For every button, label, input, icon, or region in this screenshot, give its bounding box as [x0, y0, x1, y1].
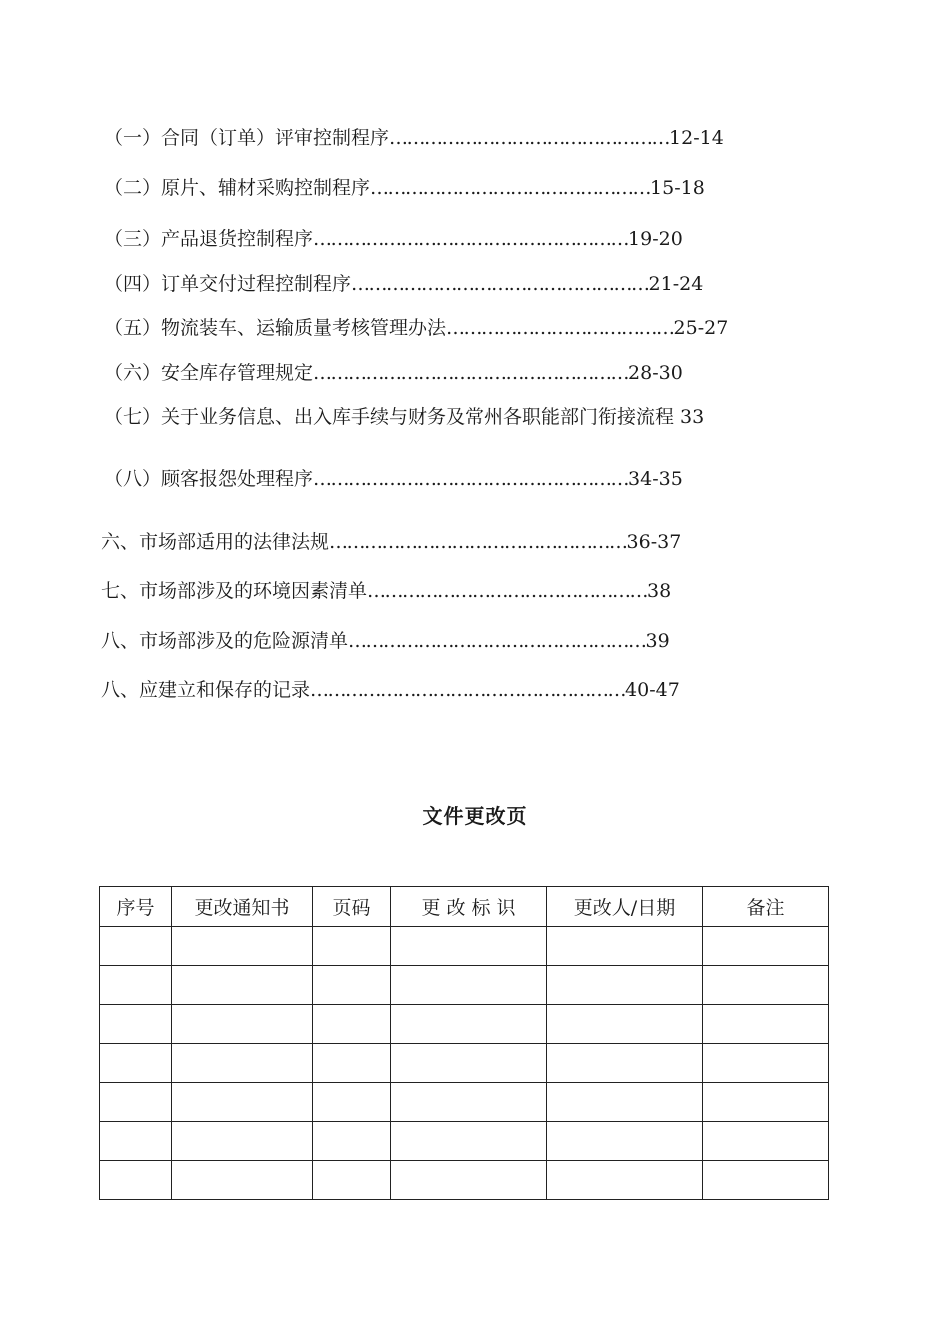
table-cell	[703, 1005, 829, 1044]
table-cell	[313, 966, 391, 1005]
table-cell	[547, 1005, 703, 1044]
change-table	[99, 886, 829, 1200]
toc-prefix: （四）订单交付过程控制程序	[104, 273, 352, 295]
toc-page: 15-18	[650, 177, 705, 199]
table-cell	[547, 1122, 703, 1161]
toc-dots: …………………………………………	[367, 580, 648, 602]
table-cell	[547, 966, 703, 1005]
table-cell	[100, 966, 172, 1005]
toc-dots: ……………………………………………	[348, 630, 646, 652]
toc-sub-6	[104, 358, 683, 388]
table-cell	[172, 1122, 313, 1161]
header-changer-date: 更改人/日期	[547, 887, 703, 927]
toc-sub-8	[104, 464, 683, 494]
table-cell	[100, 1005, 172, 1044]
table-row	[100, 966, 829, 1005]
toc-top-4	[101, 675, 680, 705]
table-cell	[391, 966, 547, 1005]
table-cell	[172, 1161, 313, 1200]
change-page-title: 文件更改页	[422, 804, 528, 828]
table-cell	[547, 1044, 703, 1083]
toc-sub-1	[104, 123, 724, 153]
table-cell	[100, 927, 172, 966]
table-cell	[100, 1083, 172, 1122]
table-cell	[391, 1083, 547, 1122]
header-mark: 更 改 标 识	[391, 887, 547, 927]
table-header-row	[100, 887, 829, 927]
toc-sub-2	[104, 173, 705, 203]
toc-prefix: 六、市场部适用的法律法规	[101, 531, 330, 553]
toc-dots: ………………………………………………	[310, 679, 626, 701]
toc-page: 19-20	[628, 228, 683, 250]
header-seq: 序号	[100, 887, 172, 927]
toc-dots: ……………………………………………	[329, 531, 627, 553]
table-row	[100, 1005, 829, 1044]
table-row	[100, 1161, 829, 1200]
toc-page: 40-47	[625, 679, 680, 701]
toc-sub-7	[104, 402, 704, 432]
toc-dots: ………………………………………………	[313, 362, 629, 384]
table-cell	[313, 927, 391, 966]
table-cell	[313, 1083, 391, 1122]
table-cell	[172, 1005, 313, 1044]
toc-prefix: 七、市场部涉及的环境因素清单	[101, 580, 368, 602]
table-cell	[313, 1122, 391, 1161]
toc-sub-5	[104, 313, 728, 343]
toc-prefix: （五）物流装车、运输质量考核管理办法	[104, 317, 447, 339]
table-cell	[547, 1161, 703, 1200]
toc-page: 25-27	[673, 317, 729, 339]
table-row	[100, 927, 829, 966]
table-cell	[391, 1044, 547, 1083]
table-cell	[703, 1122, 829, 1161]
header-notice: 更改通知书	[172, 887, 313, 927]
table-cell	[703, 966, 829, 1005]
toc-prefix: （六）安全库存管理规定	[104, 362, 314, 384]
table-cell	[313, 1161, 391, 1200]
toc-prefix: （八）顾客报怨处理程序	[104, 468, 314, 490]
toc-page: 36-37	[626, 531, 682, 553]
table-cell	[100, 1161, 172, 1200]
table-cell	[100, 1122, 172, 1161]
table-row	[100, 1122, 829, 1161]
toc-page: 33	[674, 406, 705, 428]
table-cell	[172, 1083, 313, 1122]
table-cell	[547, 927, 703, 966]
table-cell	[547, 1083, 703, 1122]
table-cell	[172, 966, 313, 1005]
table-cell	[172, 927, 313, 966]
toc-page: 21-24	[648, 273, 704, 295]
toc-prefix: （三）产品退货控制程序	[104, 228, 314, 250]
toc-dots: …………………………………	[446, 317, 674, 339]
toc-page: 38	[647, 580, 672, 602]
toc-top-1	[101, 527, 681, 557]
toc-page: 12-14	[669, 127, 724, 149]
toc-page: 34-35	[628, 468, 683, 490]
toc-dots: …………………………………………	[389, 127, 670, 149]
toc-prefix: 八、应建立和保存的记录	[101, 679, 311, 701]
table-cell	[100, 1044, 172, 1083]
toc-prefix: 八、市场部涉及的危险源清单	[101, 630, 349, 652]
toc-prefix: （二）原片、辅材采购控制程序	[104, 177, 371, 199]
table-cell	[391, 927, 547, 966]
toc-dots: ………………………………………………	[313, 228, 629, 250]
toc-page: 28-30	[628, 362, 683, 384]
table-cell	[703, 1083, 829, 1122]
toc-prefix: （七）关于业务信息、出入库手续与财务及常州各职能部门衔接流程	[104, 406, 675, 428]
table-cell	[703, 1044, 829, 1083]
table-row	[100, 1044, 829, 1083]
table-cell	[391, 1161, 547, 1200]
toc-sub-3	[104, 224, 683, 254]
toc-page: 39	[645, 630, 670, 652]
toc-dots: ……………………………………………	[351, 273, 649, 295]
table-row	[100, 1083, 829, 1122]
table-cell	[703, 1161, 829, 1200]
toc-dots: ………………………………………………	[313, 468, 629, 490]
header-remarks: 备注	[703, 887, 829, 927]
toc-top-3	[101, 626, 670, 656]
table-cell	[391, 1122, 547, 1161]
toc-dots: …………………………………………	[370, 177, 651, 199]
toc-prefix: （一）合同（订单）评审控制程序	[104, 127, 390, 149]
toc-top-2	[101, 576, 671, 606]
toc-sub-4	[104, 269, 703, 299]
table-cell	[703, 927, 829, 966]
table-cell	[172, 1044, 313, 1083]
header-page: 页码	[313, 887, 391, 927]
table-cell	[313, 1044, 391, 1083]
table-cell	[391, 1005, 547, 1044]
table-cell	[313, 1005, 391, 1044]
